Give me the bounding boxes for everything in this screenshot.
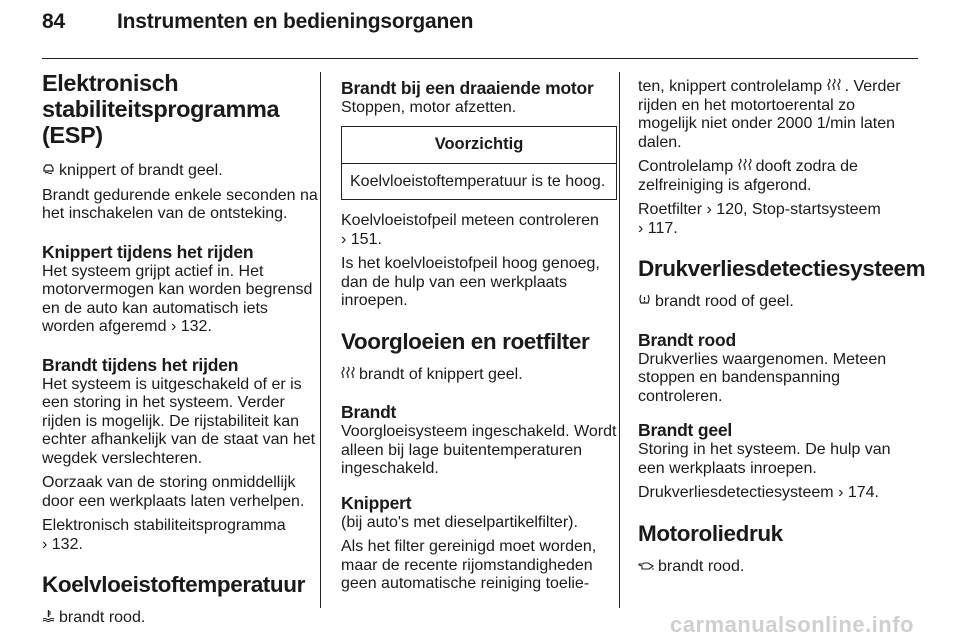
oorzaak-text: Oorzaak van de storing onmiddellijk door een werkplaats laten verhelpen. xyxy=(42,474,305,510)
hoog-text: Is het koelvloeistofpeil hoog genoeg, dan de hulp van een werkplaats inroepen. xyxy=(341,255,600,309)
page-header xyxy=(42,10,473,34)
druk-link-ref[interactable]: 174. xyxy=(847,484,879,501)
page-ref-arrow-icon: › xyxy=(838,484,844,501)
brandt-geel-text: Storing in het systeem. De hulp van een werkplaats inroepen. xyxy=(638,441,891,477)
koelvloeistof-heading: Koelvloeistoftemperatuur xyxy=(42,572,305,597)
brandt-rijden-text: Het systeem is uitgeschakeld of er is een storing in het systeem. Verder rijden is mogelijk. De rijstabiliteit kan echter afhankelijk van de staat van het wegdek verslechteren. xyxy=(42,375,316,467)
voorgloei-heading: Voorgloeien en roetfilter xyxy=(341,328,590,354)
oil-can-icon xyxy=(638,558,654,577)
controlelamp-text: ten, knippert controlelamp . Verder rijden en het motortoerental zo mogelijk niet onder 2000 1/min laten dalen. xyxy=(638,78,901,151)
roetfilter-ref-2[interactable]: 117. xyxy=(647,219,678,237)
motor-heading: Brandt bij een draaiende motor xyxy=(341,78,594,98)
olie-status-text: brandt rood. xyxy=(658,557,745,575)
knippert-rijden-text: Het systeem grijpt actief in. Het motorvermogen kan worden begrensd en de auto kan automatisch iets worden afgeremd › 132. xyxy=(42,262,313,335)
warning-box xyxy=(341,126,617,201)
roetfilter-ref[interactable]: 120, Stop-startsysteem xyxy=(716,201,881,218)
column-3 xyxy=(638,70,926,582)
drukverlies-heading: Drukverliesdetectiesysteem xyxy=(638,256,926,281)
page-number: 84 xyxy=(42,10,65,33)
warning-text: Koelvloeistoftemperatuur is te hoog. xyxy=(350,172,606,190)
page-ref-arrow-icon: › xyxy=(42,535,48,553)
esp-car-skid-icon xyxy=(42,162,55,181)
column-2 xyxy=(341,70,617,600)
brandt-rood-heading: Brandt rood xyxy=(638,329,736,350)
druk-link-paragraph: Drukverliesdetectiesysteem › 174. xyxy=(638,484,879,501)
column-divider-2 xyxy=(619,72,620,608)
header-divider xyxy=(42,58,918,59)
esp-status-text: knippert of brandt geel. xyxy=(59,162,223,179)
peil-ref[interactable]: 151. xyxy=(350,230,382,248)
page-ref-arrow-icon: › xyxy=(341,230,347,248)
glow-plug-icon xyxy=(738,158,752,177)
peil-text: Koelvloeistofpeil meteen controleren › 151. xyxy=(341,212,599,248)
esp-link-ref[interactable]: 132. xyxy=(51,535,83,553)
koel-status-line xyxy=(42,609,318,628)
olie-status-line xyxy=(638,558,914,577)
dooft-text: Controlelamp dooft zodra de zelfreiniging is afgerond. xyxy=(638,158,858,194)
brandt-rood-text: Drukverlies waargenomen. Meteen stoppen en bandenspanning controleren. xyxy=(638,350,887,405)
roetfilter-text: Roetfilter › 120, Stop-startsysteem › 117. xyxy=(638,201,881,237)
brandt-heading: Brandt xyxy=(341,402,397,422)
brandt-text: Voorgloeisysteem ingeschakeld. Wordt alleen bij lage buitentemperaturen ingeschakeld. xyxy=(341,423,617,477)
druk-status-line xyxy=(638,293,914,312)
filter-text: Als het filter gereinigd moet worden, maar de recente rijomstandigheden geen automatische reiniging toelie- xyxy=(341,538,597,592)
page-ref-arrow-icon: › xyxy=(706,201,712,218)
voorgloei-status-text: brandt of knippert geel. xyxy=(359,365,523,383)
knippert-rijden-ref[interactable]: 132. xyxy=(180,318,212,335)
motoroliedruk-heading: Motoroliedruk xyxy=(638,520,783,546)
esp-status-line xyxy=(42,162,318,181)
druk-status-text: brandt rood of geel. xyxy=(655,293,794,310)
motor-text: Stoppen, motor afzetten. xyxy=(341,99,517,116)
esp-link-paragraph: Elektronisch stabiliteitsprogramma › 132. xyxy=(42,517,286,553)
esp-paragraph-1: Brandt gedurende enkele seconden na het inschakelen van de ontsteking. xyxy=(42,186,318,222)
page-ref-arrow-icon: › xyxy=(638,219,644,237)
page-title: Instrumenten en bedieningsorganen xyxy=(117,10,474,33)
page-ref-arrow-icon: › xyxy=(170,318,177,335)
column-1 xyxy=(42,70,318,634)
knippert-rijden-heading: Knippert tijdens het rijden xyxy=(42,241,254,262)
tire-pressure-icon xyxy=(638,293,651,312)
column-divider-1 xyxy=(320,72,321,608)
koel-status-text: brandt rood. xyxy=(59,609,146,626)
warning-title: Voorzichtig xyxy=(342,127,616,164)
knippert-text: (bij auto's met dieselpartikelfilter). xyxy=(341,513,578,531)
brandt-rijden-heading: Brandt tijdens het rijden xyxy=(42,354,239,375)
esp-heading: Elektronisch stabiliteitsprogramma (ESP) xyxy=(42,70,280,148)
glow-plug-icon xyxy=(341,366,355,385)
brandt-geel-heading: Brandt geel xyxy=(638,420,733,440)
knippert-heading: Knippert xyxy=(341,492,412,513)
glow-plug-icon xyxy=(827,78,841,97)
watermark: carmanualsonline.info xyxy=(670,612,914,637)
voorgloei-status-line xyxy=(341,366,617,385)
coolant-temp-icon xyxy=(42,609,55,628)
